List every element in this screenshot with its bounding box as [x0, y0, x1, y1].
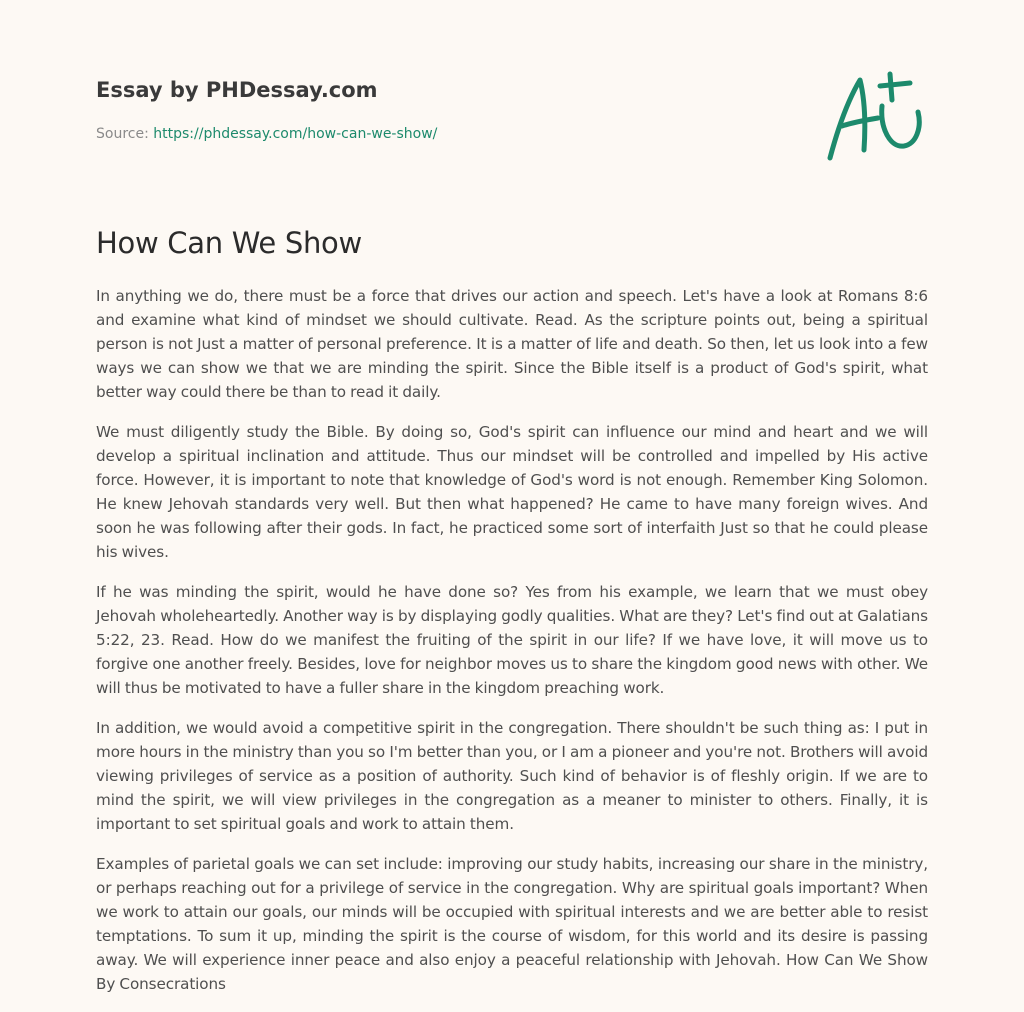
paragraph: In anything we do, there must be a force that drives our action and speech. Let's have a look at Romans 8:6 and examine what kind of mindset we should cultivate. Read. As the scripture points out, being a spiritual person is not Just a matter of personal preference. It is a matter of life and death. So then, let us look into a few ways we can show we that we are minding the spirit. Since the Bible itself is a product of God's spirit, what better way could there be than to read it daily.: [96, 287, 928, 401]
paragraph: In addition, we would avoid a competitive spirit in the congregation. There shouldn't be such thing as: I put in more hours in the ministry than you so I'm better than you, or I am a pioneer and you're not. Brothers will avoid viewing privileges of service as a position of authority. Such kind of behavior is of fleshly origin. If we are to mind the spirit, we will view privileges in the congregation as a meaner to minister to others. Finally, it is important to set spiritual goals and work to attain them.: [96, 719, 928, 833]
source-label: Source:: [96, 126, 149, 142]
page-header: [96, 76, 796, 144]
paragraph: If he was minding the spirit, would he have done so? Yes from his example, we learn that we must obey Jehovah wholeheartedly. Another way is by displaying godly qualities. What are they? Let's find out at Galatians 5:22, 23. Read. How do we manifest the fruiting of the spirit in our life? If we have love, it will move us to forgive one another freely. Besides, love for neighbor moves us to share the kingdom good news with other. We will thus be motivated to have a fuller share in the kingdom preaching work.: [96, 583, 928, 697]
brand-title: Essay by PHDessay.com: [96, 78, 378, 102]
essay-title: How Can We Show: [96, 226, 362, 260]
a-plus-icon: [820, 66, 930, 166]
source-line: [96, 124, 796, 144]
essay-body: [96, 284, 928, 1012]
paragraph: We must diligently study the Bible. By doing so, God's spirit can influence our mind and heart and we will develop a spiritual inclination and attitude. Thus our mindset will be controlled and impelled by His active force. However, it is important to note that knowledge of God's word is not enough. Remember King Solomon. He knew Jehovah standards very well. But then what happened? He came to have many foreign wives. And soon he was following after their gods. In fact, he practiced some sort of interfaith Just so that he could please his wives.: [96, 423, 928, 561]
source-link[interactable]: https://phdessay.com/how-can-we-show/: [153, 126, 438, 142]
paragraph: Examples of parietal goals we can set include: improving our study habits, increasing our share in the ministry, or perhaps reaching out for a privilege of service in the congregation. Why are spiritual goals important? When we work to attain our goals, our minds will be occupied with spiritual interests and we are better able to resist temptations. To sum it up, minding the spirit is the course of wisdom, for this world and its desire is passing away. We will experience inner peace and also enjoy a peaceful relationship with Jehovah. How Can We Show By Consecrations: [96, 855, 928, 993]
